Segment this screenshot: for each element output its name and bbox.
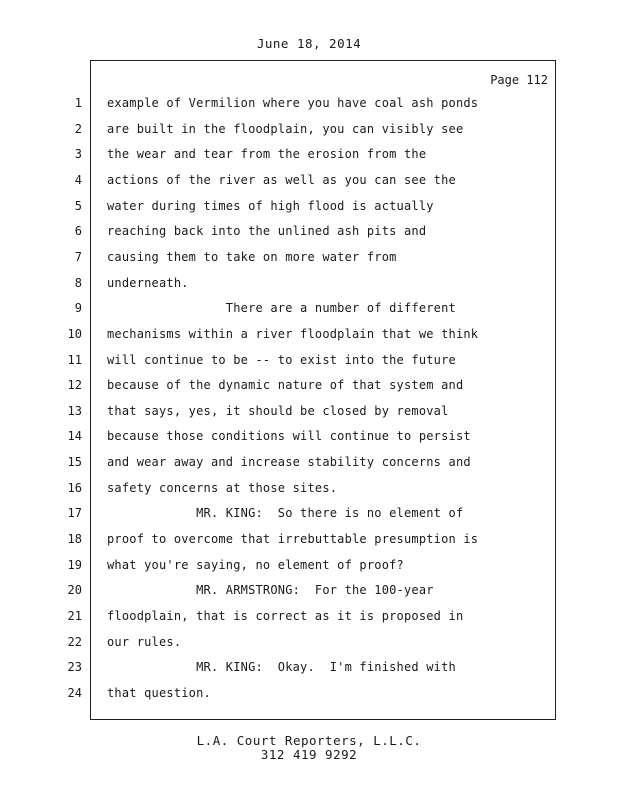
line-number: 24 <box>67 686 82 700</box>
header-date: June 18, 2014 <box>256 36 362 51</box>
line-number: 9 <box>74 301 82 315</box>
line-text: There are a number of different <box>107 301 456 315</box>
line-number: 19 <box>67 558 82 572</box>
line-number: 10 <box>67 327 82 341</box>
line-text: underneath. <box>107 276 189 290</box>
line-text: because those conditions will continue to persist <box>107 429 471 443</box>
line-number: 11 <box>67 353 82 367</box>
line-number: 22 <box>67 635 82 649</box>
footer-phone: 312 419 9292 <box>260 747 358 762</box>
line-number: 2 <box>74 122 82 136</box>
line-text: MR. KING: So there is no element of <box>107 506 464 520</box>
line-text: example of Vermilion where you have coal ash ponds <box>107 96 479 110</box>
line-number: 17 <box>67 506 82 520</box>
line-number: 21 <box>67 609 82 623</box>
line-text: safety concerns at those sites. <box>107 481 338 495</box>
line-number: 16 <box>67 481 82 495</box>
line-text: and wear away and increase stability concerns and <box>107 455 471 469</box>
line-text: our rules. <box>107 635 182 649</box>
line-text: that question. <box>107 686 211 700</box>
line-number: 5 <box>74 199 82 213</box>
line-text: proof to overcome that irrebuttable presumption is <box>107 532 479 546</box>
line-number: 3 <box>74 147 82 161</box>
line-number: 18 <box>67 532 82 546</box>
line-text: because of the dynamic nature of that system and <box>107 378 464 392</box>
footer-company: L.A. Court Reporters, L.L.C. <box>196 733 422 748</box>
line-text: will continue to be -- to exist into the future <box>107 353 456 367</box>
line-text: water during times of high flood is actually <box>107 199 434 213</box>
line-number: 14 <box>67 429 82 443</box>
page-number: Page 112 <box>490 73 548 87</box>
line-text: actions of the river as well as you can see the <box>107 173 456 187</box>
line-text: what you're saying, no element of proof? <box>107 558 404 572</box>
line-text: MR. ARMSTRONG: For the 100-year <box>107 583 434 597</box>
line-text: floodplain, that is correct as it is proposed in <box>107 609 464 623</box>
line-number: 20 <box>67 583 82 597</box>
line-text: MR. KING: Okay. I'm finished with <box>107 660 456 674</box>
line-text: causing them to take on more water from <box>107 250 397 264</box>
line-number: 23 <box>67 660 82 674</box>
line-number: 6 <box>74 224 82 238</box>
line-number: 7 <box>74 250 82 264</box>
line-number: 15 <box>67 455 82 469</box>
line-text: mechanisms within a river floodplain that we think <box>107 327 479 341</box>
line-number: 13 <box>67 404 82 418</box>
line-number: 8 <box>74 276 82 290</box>
line-number: 1 <box>74 96 82 110</box>
line-number: 12 <box>67 378 82 392</box>
line-number: 4 <box>74 173 82 187</box>
line-text: are built in the floodplain, you can visibly see <box>107 122 464 136</box>
line-text: reaching back into the unlined ash pits and <box>107 224 427 238</box>
line-text: that says, yes, it should be closed by removal <box>107 404 449 418</box>
line-text: the wear and tear from the erosion from the <box>107 147 427 161</box>
